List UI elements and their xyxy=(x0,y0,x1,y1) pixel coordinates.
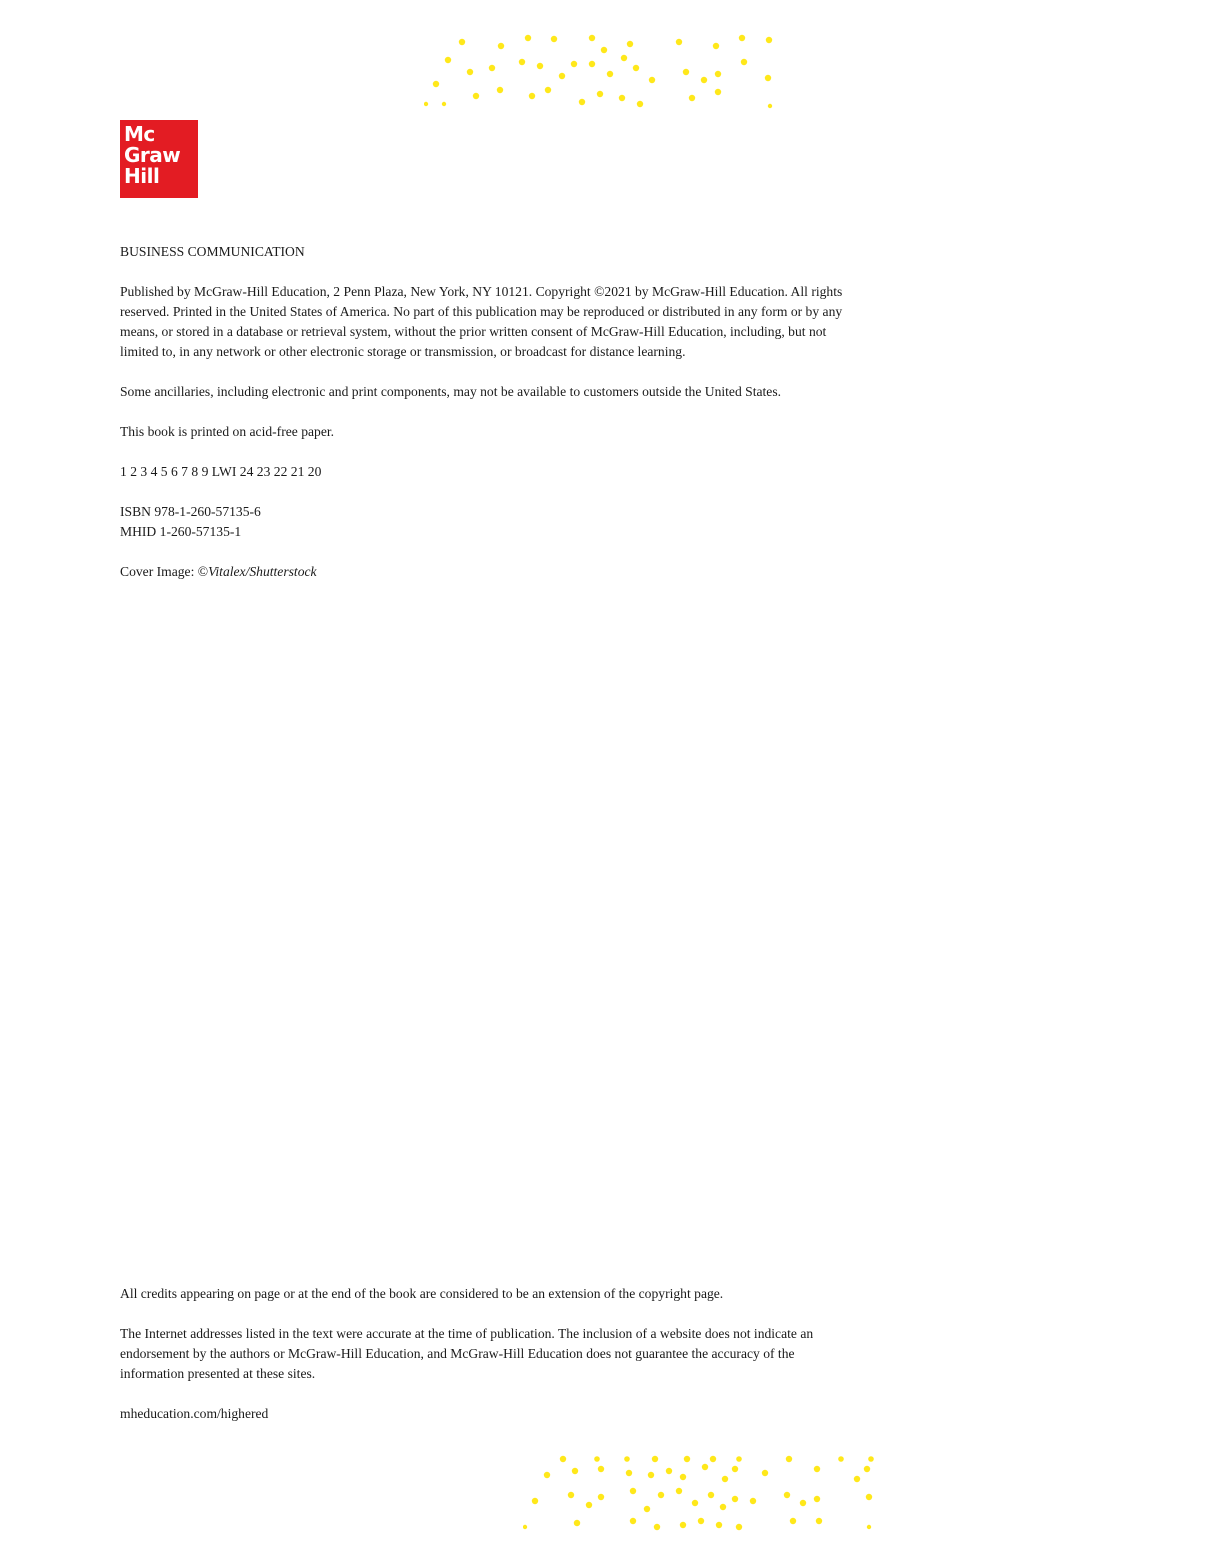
paper-notice: This book is printed on acid-free paper. xyxy=(120,424,335,439)
decorative-dot-pattern-bottom xyxy=(523,1455,877,1531)
internet-notice: The Internet addresses listed in the text were accurate at the time of publication. The inclusion of a website does not indicate an endorsement by the authors or McGraw-Hill Education, and McGraw-Hill Education does not guarantee the accuracy of the information presented at these sites. xyxy=(120,1326,814,1381)
cover-image-credit xyxy=(120,562,850,582)
logo-text-line-2: Graw xyxy=(124,143,181,167)
cover-image-source: Vitalex/Shutterstock xyxy=(208,564,317,579)
mhid: MHID 1-260-57135-1 xyxy=(120,524,242,539)
printing-line: 1 2 3 4 5 6 7 8 9 LWI 24 23 22 21 20 xyxy=(120,464,322,479)
footer-text-block xyxy=(120,1284,850,1444)
copyright-text-block xyxy=(120,242,850,602)
cover-image-prefix: Cover Image: © xyxy=(120,564,209,579)
website-link[interactable]: mheducation.com/highered xyxy=(120,1406,269,1421)
logo-text-line-3: Hill xyxy=(124,164,160,188)
publisher-notice: Published by McGraw-Hill Education, 2 Penn Plaza, New York, NY 10121. Copyright ©2021 by McGraw-Hill Education. All rights reserved. Printed in the United States of America. No part of this publication may be reproduced or distributed in any form or by any means, or stored in a database or retrieval system, without the prior written consent of McGraw-Hill Education, including, but not limited to, in any network or other electronic storage or transmission, or broadcast for distance learning. xyxy=(120,284,843,359)
mcgraw-hill-logo xyxy=(120,120,198,198)
ancillaries-notice: Some ancillaries, including electronic and print components, may not be available to customers outside the United States. xyxy=(120,384,782,399)
credits-notice: All credits appearing on page or at the end of the book are considered to be an extension of the copyright page. xyxy=(120,1286,724,1301)
logo-text-line-1: Mc xyxy=(124,122,155,146)
isbn: ISBN 978-1-260-57135-6 xyxy=(120,504,261,519)
decorative-dot-pattern-top xyxy=(424,34,776,110)
book-title: BUSINESS COMMUNICATION xyxy=(120,244,305,259)
